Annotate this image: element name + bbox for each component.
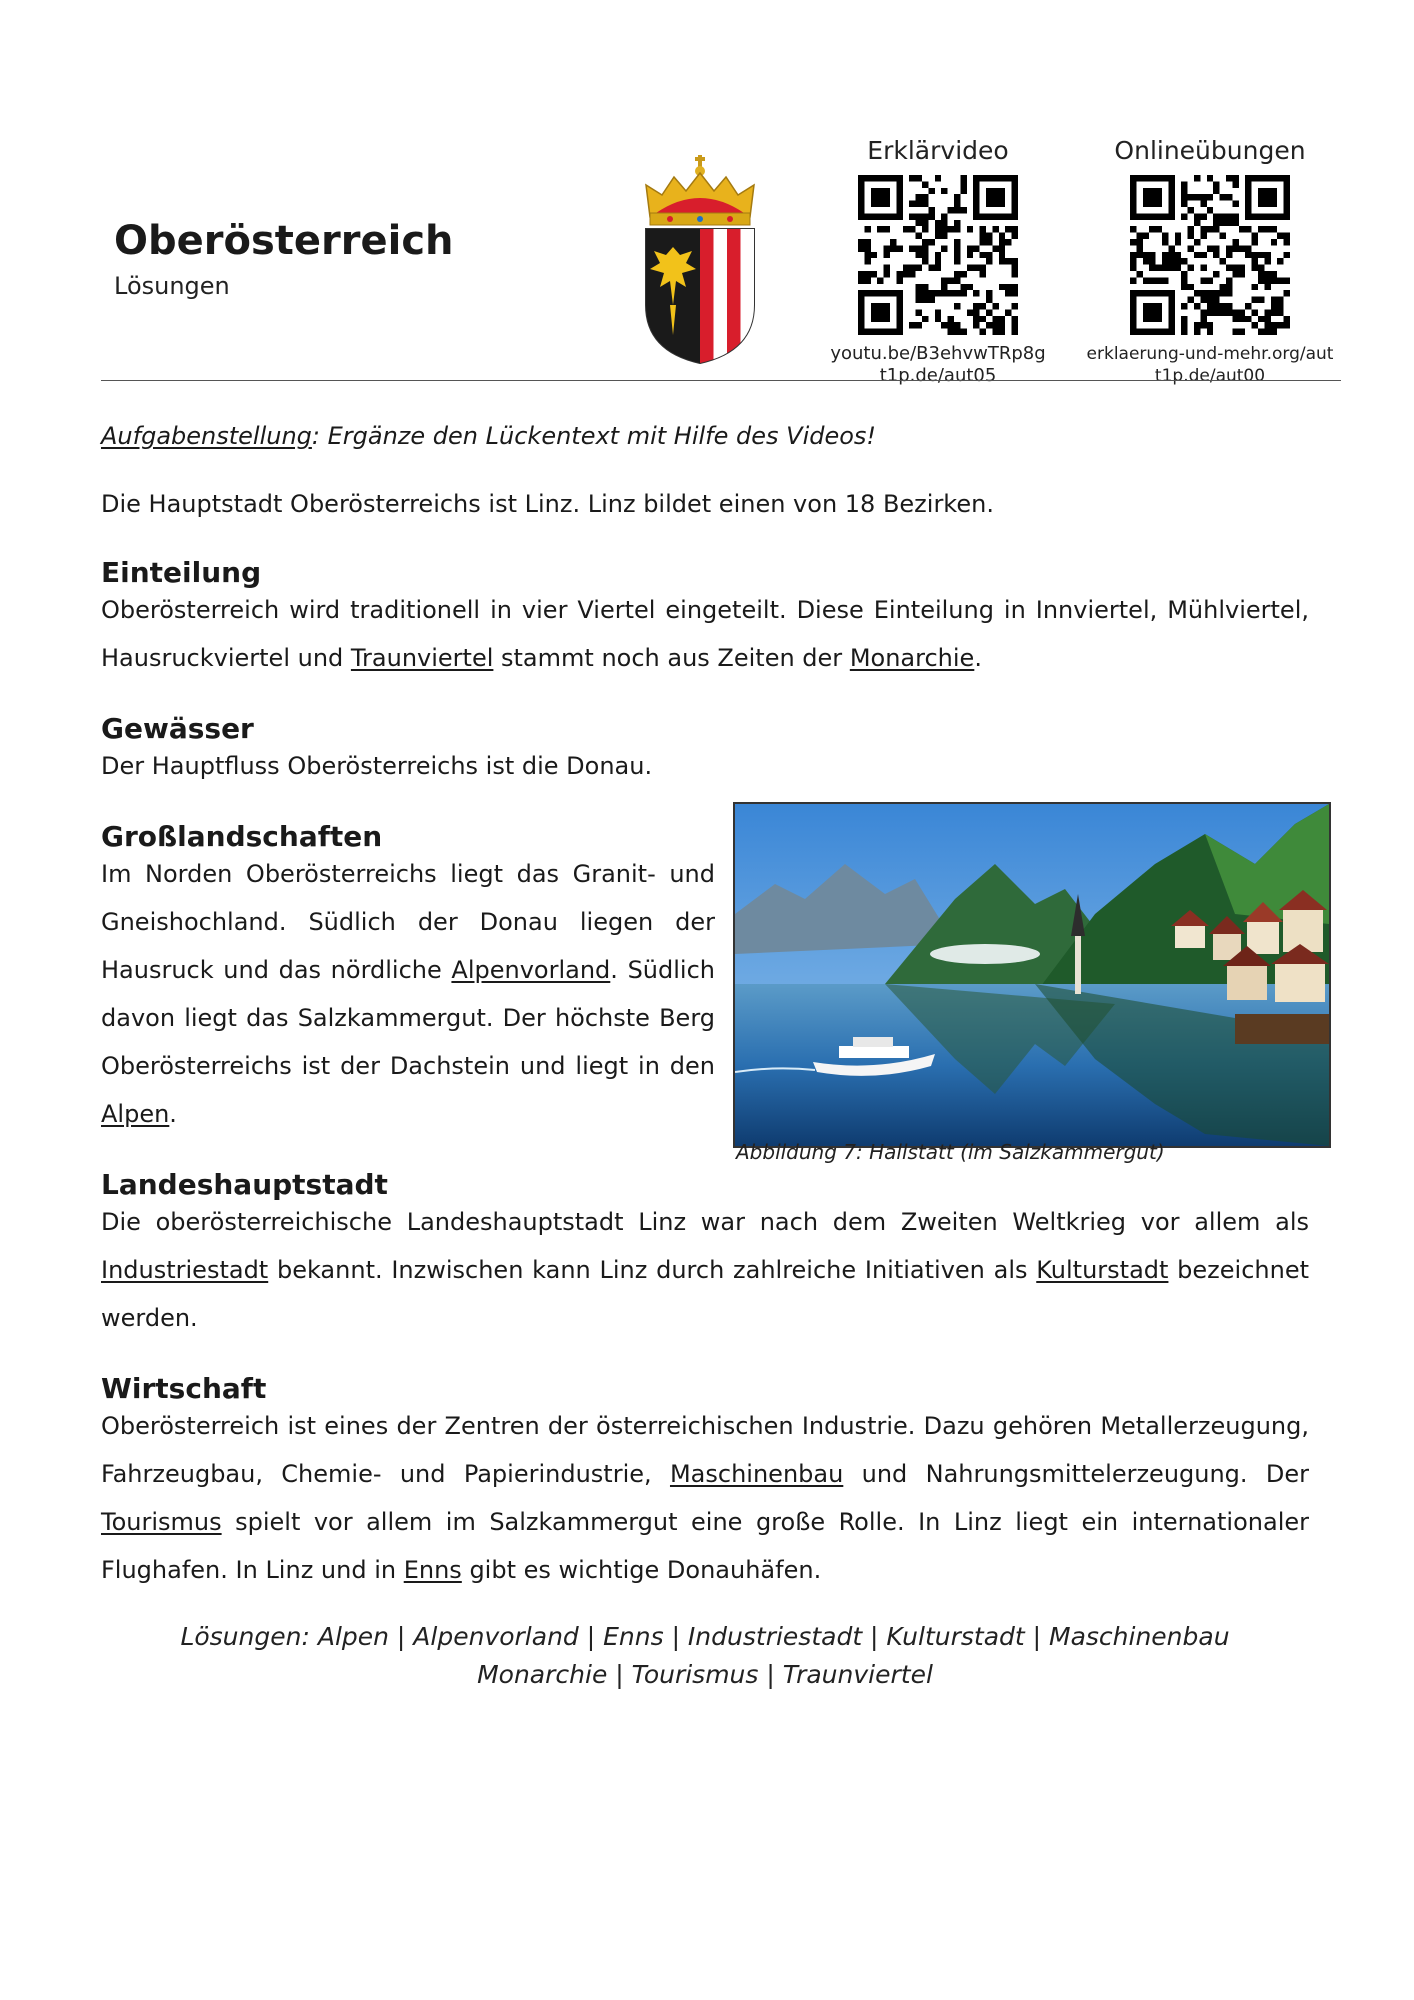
video-label: Erklärvideo xyxy=(867,136,1009,165)
task-instruction xyxy=(101,412,1309,460)
task-label: Aufgabenstellung xyxy=(101,422,312,450)
answer-alpenvorland: Alpenvorland xyxy=(451,956,611,984)
text-segment: gibt es wichtige Donauhäfen. xyxy=(461,1556,822,1584)
text-segment: bezeichnet werden. xyxy=(101,1256,1310,1332)
video-short-link[interactable]: t1p.de/aut05 xyxy=(879,365,997,386)
intro-text: Die Hauptstadt Oberösterreichs ist Linz. Linz bildet einen von 18 Bezirken. xyxy=(101,490,994,518)
online-label: Onlineübungen xyxy=(1114,136,1306,165)
header-divider xyxy=(101,380,1341,381)
heading-wirtschaft: Wirtschaft xyxy=(101,1372,267,1405)
answer-monarchie: Monarchie xyxy=(849,644,975,672)
solutions-line-2: Monarchie | Tourismus | Traunviertel xyxy=(477,1660,933,1689)
video-link[interactable]: youtu.be/B3ehvwTRp8g xyxy=(830,343,1046,364)
online-short-link[interactable]: t1p.de/aut00 xyxy=(1154,366,1266,386)
answer-industriestadt: Industriestadt xyxy=(101,1256,269,1284)
answer-traunviertel: Traunviertel xyxy=(350,644,494,672)
answer-maschinenbau: Maschinenbau xyxy=(669,1460,844,1488)
paragraph-einteilung xyxy=(101,586,1309,682)
answer-kulturstadt: Kulturstadt xyxy=(1036,1256,1169,1284)
text-segment: spielt vor allem im Salzkammergut eine große Rolle. In Linz liegt ein internationaler Flughafen. In Linz und in xyxy=(101,1508,1309,1584)
task-text: : Ergänze den Lückentext mit Hilfe des Videos! xyxy=(311,422,877,450)
coat-of-arms-icon xyxy=(640,155,760,365)
online-link[interactable]: erklaerung-und-mehr.org/aut xyxy=(1086,344,1334,364)
text-segment: . Südlich davon liegt das Salzkammergut. Der höchste Berg Oberösterreichs ist der Dachstein und liegt in den xyxy=(101,956,715,1080)
paragraph-wirtschaft xyxy=(101,1402,1309,1594)
online-qr-block xyxy=(1075,136,1345,387)
answer-enns: Enns xyxy=(403,1556,462,1584)
heading-einteilung: Einteilung xyxy=(101,556,262,589)
qr-code-icon[interactable] xyxy=(858,175,1018,335)
text-segment: Oberösterreich ist eines der Zentren der österreichischen Industrie. Dazu gehören Metallerzeugung, Fahrzeugbau, Chemie- und Papierindustrie, xyxy=(101,1412,1309,1488)
heading-grosslandschaften: Großlandschaften xyxy=(101,820,383,853)
text-segment: Oberösterreich wird traditionell in vier Viertel eingeteilt. Diese Einteilung in Innviertel, Mühlviertel, Hausruckviertel und xyxy=(101,596,1309,672)
page-title: Oberösterreich xyxy=(114,218,454,264)
text-segment: und Nahrungsmittelerzeugung. Der xyxy=(843,1460,1309,1488)
crown-icon xyxy=(646,155,754,225)
paragraph-landeshauptstadt xyxy=(101,1198,1309,1342)
heading-landeshauptstadt: Landeshauptstadt xyxy=(101,1168,388,1201)
text-segment: . xyxy=(974,644,982,672)
video-qr-block xyxy=(818,136,1058,387)
text-segment: stammt noch aus Zeiten der xyxy=(493,644,850,672)
figure-caption: Abbildung 7: Hallstatt (im Salzkammergut) xyxy=(736,1140,1165,1164)
hallstatt-photo xyxy=(733,802,1331,1148)
heading-gewaesser: Gewässer xyxy=(101,712,254,745)
paragraph-gewaesser: Der Hauptfluss Oberösterreichs ist die Donau. xyxy=(101,752,653,780)
page-subtitle: Lösungen xyxy=(114,272,230,300)
answer-tourismus: Tourismus xyxy=(101,1508,222,1536)
text-segment: Im Norden Oberösterreichs liegt das Granit- und Gneishochland. Südlich der Donau liegen der Hausruck und das nördliche xyxy=(101,860,715,984)
paragraph-grosslandschaften xyxy=(101,850,715,1138)
text-segment: . xyxy=(169,1100,177,1128)
answer-alpen: Alpen xyxy=(101,1100,170,1128)
text-segment: bekannt. Inzwischen kann Linz durch zahlreiche Initiativen als xyxy=(268,1256,1037,1284)
solutions-line-1: Lösungen: Alpen | Alpenvorland | Enns | Industriestadt | Kulturstadt | Maschinenbau xyxy=(180,1622,1230,1651)
text-segment: Die oberösterreichische Landeshauptstadt Linz war nach dem Zweiten Weltkrieg vor allem als xyxy=(101,1208,1309,1236)
shield-icon xyxy=(646,229,754,365)
qr-code-icon[interactable] xyxy=(1130,175,1290,335)
